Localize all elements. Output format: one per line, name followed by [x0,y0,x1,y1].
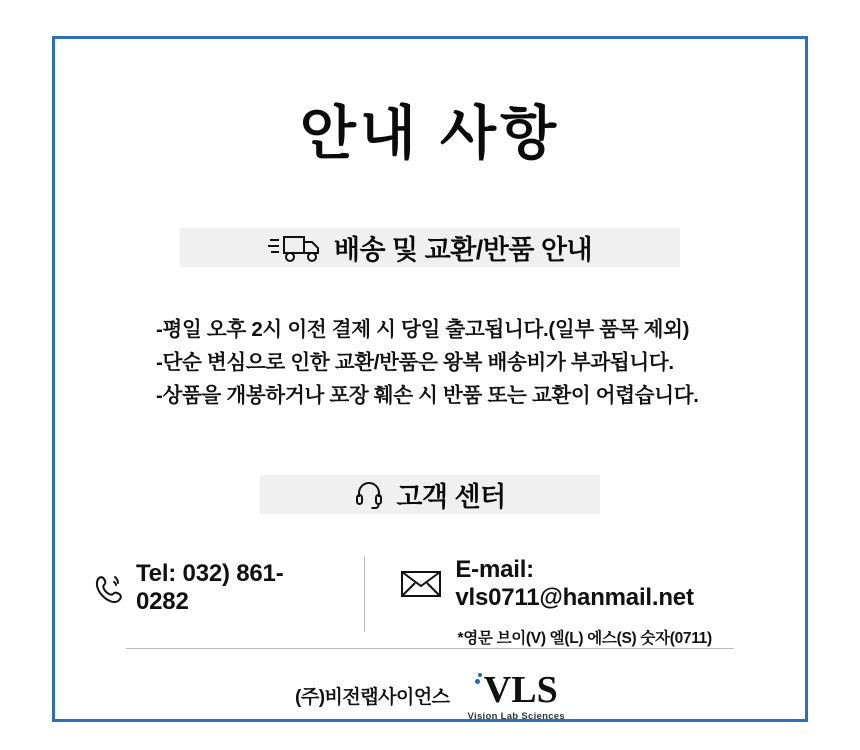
logo-dots-icon [475,671,482,684]
phone-block [90,556,364,616]
brand-row [295,668,565,722]
email-block [365,556,770,648]
vls-logo [467,668,565,722]
email-note: *영문 브이(V) 엘(L) 에스(S) 숫자(0711) [457,629,712,647]
phone-line [90,560,330,616]
logo-mark [475,668,558,711]
customer-section-title: 고객 센터 [396,481,506,512]
phone-text: Tel: 032) 861-0282 [136,559,284,615]
shipping-notice-list [90,313,770,413]
envelope-icon [399,568,443,600]
notice-line: -단순 변심으로 인한 교환/반품은 왕복 배송비가 부과됩니다. [156,351,674,375]
logo-subtitle: Vision Lab Sciences [467,710,565,722]
email-line [399,556,770,612]
notice-content [52,36,808,720]
phone-icon [90,571,124,605]
contact-row [90,556,770,648]
notice-line: -평일 오후 2시 이전 결제 시 당일 출고됩니다.(일부 품목 제외) [156,318,690,341]
shipping-section-title: 배송 및 교환/반품 안내 [333,235,593,265]
page-title: 안내 사항 [299,101,561,166]
headset-icon [354,479,384,509]
delivery-truck-icon [268,231,322,265]
company-name: (주)비전랩사이언스 [295,687,450,709]
footer [90,648,770,750]
shipping-section-header [180,228,680,267]
notice-line: -상품을 개봉하거나 포장 훼손 시 반품 또는 교환이 어렵습니다. [156,384,699,408]
customer-section-header [260,475,600,514]
footer-divider [126,648,734,649]
logo-text: VLS [483,668,558,711]
email-text: E-mail: vls0711@hanmail.net [455,555,694,611]
